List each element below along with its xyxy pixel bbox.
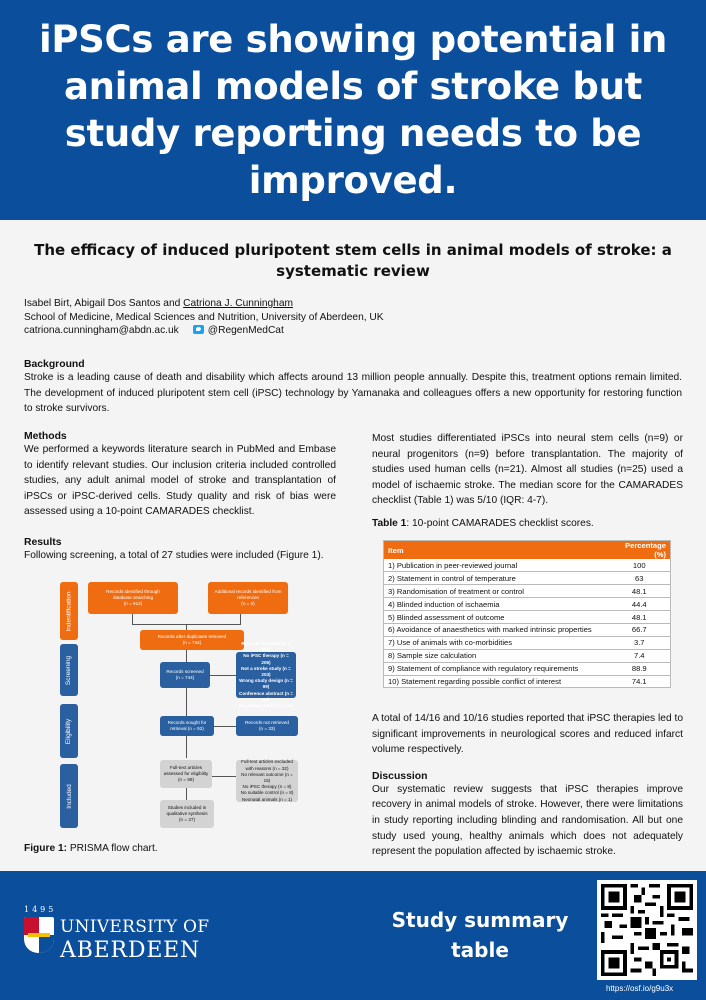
table-caption-label: Table 1	[372, 518, 407, 529]
table-row	[384, 662, 671, 675]
founding-year: 1495	[24, 905, 57, 914]
table-cell-item: 7) Use of animals with co-morbidities	[384, 636, 609, 649]
table-cell-item: 6) Avoidance of anaesthetics with marked intrinsic properties	[384, 623, 609, 636]
background-heading: Background	[24, 359, 85, 370]
headline: iPSCs are showing potential in animal models of stroke but study reporting needs to be improved.	[38, 18, 667, 202]
results-discussion-column	[372, 711, 683, 860]
figure-caption	[24, 843, 158, 854]
twitter-icon	[193, 325, 204, 334]
table-cell-item: 5) Blinded assessment of outcome	[384, 611, 609, 624]
table-row	[384, 585, 671, 598]
figure-caption-label: Figure 1:	[24, 843, 68, 854]
prisma-full-text-excluded: Full-text articles excluded with reasons (n = 32) No relevant outcome (n = 15) No iPSC therapy (n = 8) No suitable control (n = 8) Neonatal animals (n = 1)	[236, 760, 298, 802]
table-cell-percentage: 63	[609, 572, 671, 585]
column-header-percentage: Percentage (%)	[609, 541, 671, 560]
table-cell-percentage: 100	[609, 559, 671, 572]
results-outcome-text: A total of 14/16 and 10/16 studies reported that iPSC therapies led to significant improvements in neurological scores and reduced infarct volume respectively.	[372, 713, 683, 756]
table-header-row	[384, 541, 671, 560]
university-name-line1: UNIVERSITY OF	[60, 917, 210, 937]
table-cell-percentage: 44.4	[609, 598, 671, 611]
prisma-records-sought: Records sought for retrieval (n = 92)	[160, 716, 214, 736]
phase-eligibility: Eligibility	[60, 704, 78, 758]
prisma-full-text-assessed: Full-text articles assessed for eligibility (n = 59)	[160, 760, 212, 788]
methods-results-column	[24, 431, 336, 564]
twitter-handle[interactable]: @RegenMedCat	[207, 325, 284, 336]
camarades-table	[383, 540, 671, 688]
crest-icon	[24, 917, 54, 953]
table-cell-percentage: 66.7	[609, 623, 671, 636]
prisma-database-search: Records identified through database searching (n = 914)	[88, 582, 178, 614]
prisma-studies-included: Studies included in qualitative synthesis (n = 27)	[160, 800, 214, 828]
table-caption	[372, 518, 594, 529]
prisma-records-screened: Records screened (n = 744)	[160, 662, 210, 688]
study-summary-label: Study summary table	[391, 908, 569, 962]
table-caption-text: : 10-point CAMARADES checklist scores.	[406, 518, 594, 529]
table-cell-percentage: 48.1	[609, 611, 671, 624]
author-names: Isabel Birt, Abigail Dos Santos and	[24, 298, 184, 309]
background-section	[24, 359, 682, 417]
prisma-flow-chart	[60, 578, 330, 830]
table-cell-percentage: 7.4	[609, 649, 671, 662]
table-cell-item: 10) Statement regarding possible conflict of interest	[384, 675, 609, 688]
email-link[interactable]: catriona.cunningham@abdn.ac.uk	[24, 325, 179, 336]
affiliation: School of Medicine, Medical Sciences and Nutrition, University of Aberdeen, UK	[24, 311, 384, 323]
osf-link[interactable]: https://osf.io/g9u3x	[606, 984, 674, 993]
table-row	[384, 598, 671, 611]
table-cell-percentage: 74.1	[609, 675, 671, 688]
table-cell-item: 3) Randomisation of treatment or control	[384, 585, 609, 598]
methods-heading: Methods	[24, 431, 67, 442]
phase-screening: Screening	[60, 644, 78, 696]
author-block	[24, 297, 384, 338]
table-cell-item: 1) Publication in peer-reviewed journal	[384, 559, 609, 572]
column-header-item: Item	[384, 541, 609, 560]
methods-text: We performed a keywords literature search in PubMed and Embase to identify relevant studies. Our inclusion criteria included controlled studies, any adult animal model of stroke and transplantation of iPSCs or iPSC-derived cells. Study quality and risk of bias were assessed using a 10-point CAMARADES checklist.	[24, 444, 336, 518]
discussion-heading: Discussion	[372, 770, 428, 782]
results-intro	[372, 431, 683, 509]
figure-caption-text: PRISMA flow chart.	[67, 843, 158, 854]
corresponding-author: Catriona J. Cunningham	[183, 298, 293, 309]
university-name-line2: ABERDEEN	[60, 938, 201, 963]
table-cell-item: 9) Statement of compliance with regulatory requirements	[384, 662, 609, 675]
phase-included: Included	[60, 764, 78, 828]
table-row	[384, 675, 671, 688]
results-intro-text: Most studies differentiated iPSCs into neural stem cells (n=9) or neural progenitors (n=9) before transplantation. The majority of studies used human cells (n=21). Almost all studies (n=25) used a model of ischaemic stroke. The median score for the CAMARADES checklist (Table 1) was 5/10 (IQR: 4-7).	[372, 433, 683, 507]
results-text: Following screening, a total of 27 studies were included (Figure 1).	[24, 549, 324, 561]
headline-banner	[0, 0, 706, 220]
table-row	[384, 572, 671, 585]
table-cell-percentage: 88.9	[609, 662, 671, 675]
table-cell-percentage: 48.1	[609, 585, 671, 598]
table-row	[384, 649, 671, 662]
prisma-after-duplicates: Records after duplicates removed (n = 744)	[140, 630, 244, 650]
prisma-records-excluded: Records excluded (n = 652) No iPSC therapy (n = 205) Not a stroke study (n = 203) Wrong study design (n = 99) Conference abstract (n = 34) No animal model (n = 11)	[236, 652, 296, 698]
table-row	[384, 559, 671, 572]
discussion-text: Our systematic review suggests that iPSC therapies improve recovery in animal models of stroke. However, there were limitations in study reporting including blinding and randomisation. All but one study used young, healthy animals which does not adequately represent the population affected by ischaemic stroke.	[372, 783, 683, 858]
university-logo	[24, 905, 214, 965]
table-row	[384, 611, 671, 624]
prisma-not-retrieved: Records not retrieved (n = 33)	[236, 716, 298, 736]
table-row	[384, 623, 671, 636]
qr-code-icon[interactable]	[597, 880, 697, 980]
table-cell-item: 8) Sample size calculation	[384, 649, 609, 662]
background-text: Stroke is a leading cause of death and disability which affects around 13 million people annually. Despite this, treatment options remain limited. The development of induced pluripotent stem cell (iPSC) technology by Yamanaka and colleagues offers a new opportunity for restoring function to stroke survivors.	[24, 372, 682, 415]
table-row	[384, 636, 671, 649]
table-cell-item: 4) Blinded induction of ischaemia	[384, 598, 609, 611]
prisma-other-sources: Additional records identified from references (n = 0)	[208, 582, 288, 614]
paper-title: The efficacy of induced pluripotent stem cells in animal models of stroke: a systematic review	[34, 241, 672, 280]
table-cell-percentage: 3.7	[609, 636, 671, 649]
results-heading: Results	[24, 536, 62, 548]
phase-identification: Indentification	[60, 582, 78, 640]
table-cell-item: 2) Statement in control of temperature	[384, 572, 609, 585]
